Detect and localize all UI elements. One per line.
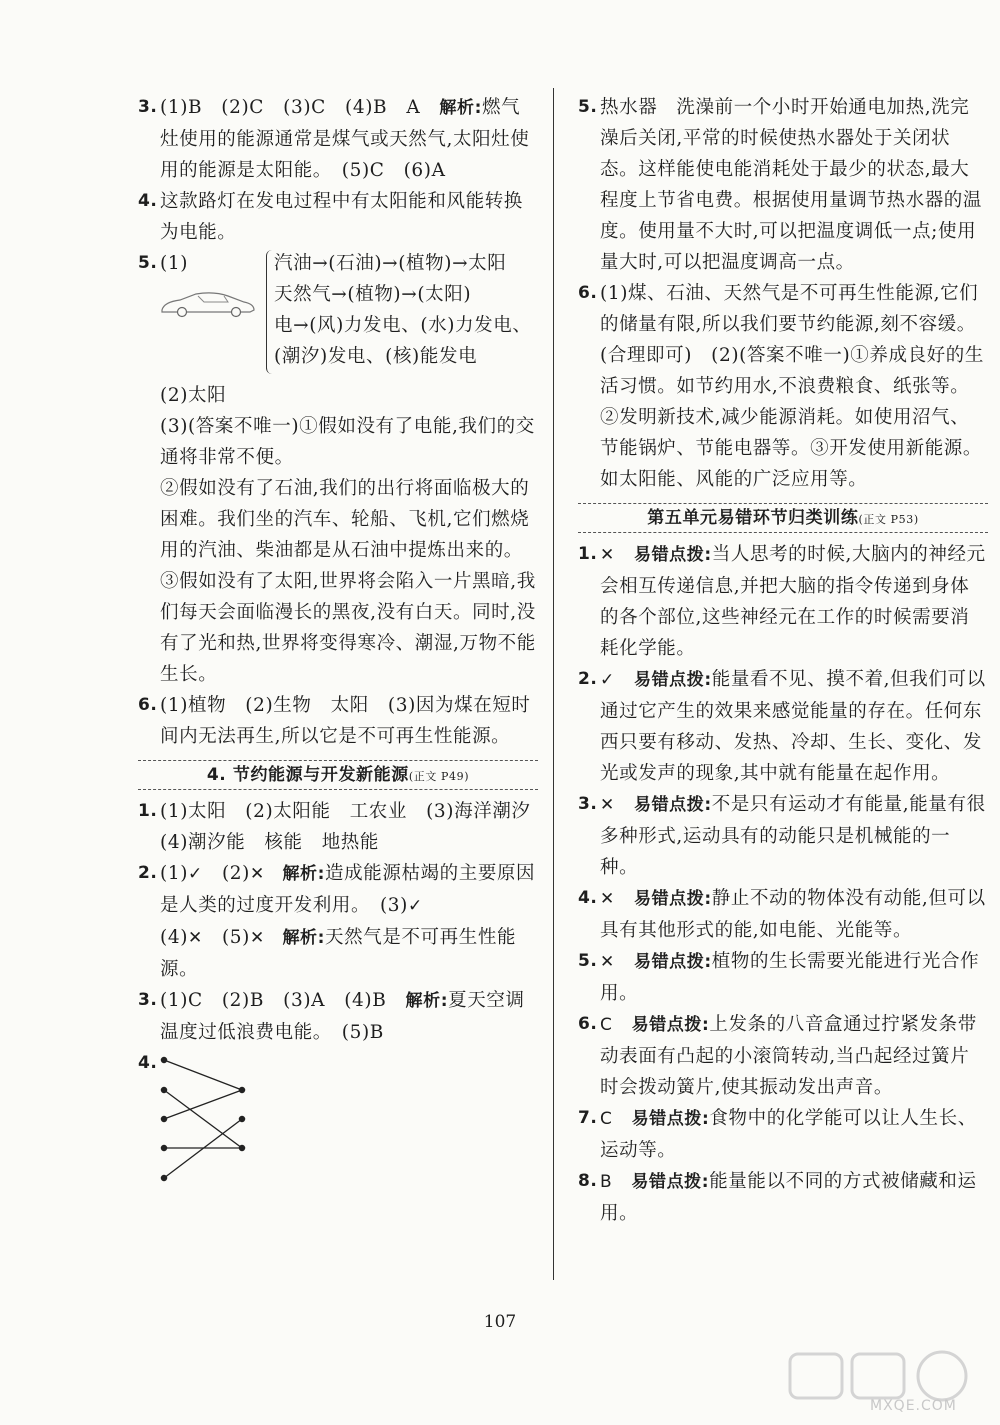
answer-mark: ✕ [600, 952, 615, 972]
error-item-8 [578, 1166, 988, 1229]
answer-text: (1)B (2)C (3)C (4)B A [160, 97, 440, 118]
section-answer-4 [138, 1048, 538, 1188]
error-item-3 [578, 789, 988, 883]
answer-mark: C [600, 1015, 613, 1035]
section-title: 4. 节约能源与开发新能源 [206, 765, 409, 785]
brace [266, 250, 273, 374]
answer-text: (1)植物 (2)生物 太阳 (3)因为煤在短时间内无法再生,所以它是不可再生性能源。 [160, 695, 531, 747]
answer-4 [138, 186, 538, 248]
answer-mark: ✕ [600, 795, 615, 815]
answer-text: 这款路灯在发电过程中有太阳能和风能转换为电能。 [160, 191, 523, 243]
tip-label: 易错点拨: [631, 1015, 710, 1035]
error-item-7 [578, 1103, 988, 1166]
cross-mark: ✕ [249, 928, 265, 948]
item-number: 2. [578, 669, 598, 689]
answer-part-3: (3)(答案不唯一)①假如没有了电能,我们的交通将非常不便。 [160, 416, 535, 468]
answer-part-3b: ②假如没有了石油,我们的出行将面临极大的困难。我们坐的汽车、轮船、飞机,它们燃烧用的汽油、柴油都是从石油中提炼出来的。 [160, 478, 530, 561]
tip-label: 易错点拨: [633, 889, 712, 909]
answer-6-right [578, 278, 988, 495]
item-number: 4. [138, 1053, 158, 1073]
error-item-2 [578, 664, 988, 789]
section-title: 第五单元易错环节归类训练 [647, 508, 859, 528]
analysis-text: 造成能源枯竭的主要原因是人类的过度开发利用。 (3) [160, 863, 536, 916]
answer-mark: ✕ [600, 545, 615, 565]
sub-label: (5) [202, 927, 250, 948]
chain-line: 汽油→(石油)→(植物)→太阳 [274, 253, 507, 274]
analysis-text: 天然气是不可再生性能源。 [160, 927, 517, 980]
error-item-6 [578, 1009, 988, 1103]
tip-text: 食物中的化学能可以让人生长、运动等。 [600, 1108, 977, 1161]
answer-mark: B [600, 1172, 613, 1192]
answer-text: (1)太阳 (2)太阳能 工农业 (3)海洋潮汐 (4)潮汐能 核能 地热能 [160, 801, 550, 853]
answer-text: (1)煤、石油、天然气是不可再生性能源,它们的储量有限,所以我们要节约能源,刻不容缓。(合理即可) (2)(答案不唯一)①养成良好的生活习惯。如节约用水,不浪费粮食、纸张等。②发明新技术,减少能源消耗。如使用沼气、节能锅炉、节能电器等。③开发使用新能源。如太阳能、风能的广泛应用等。 [600, 283, 984, 490]
analysis-text: 燃气灶使用的能源通常是煤气或天然气,太阳灶使用的能源是太阳能。 (5)C (6)A [160, 97, 530, 181]
sub-label: (4) [160, 927, 189, 948]
matching-lines-diagram [154, 1052, 264, 1186]
chain-line: 天然气→(植物)→(太阳) [274, 284, 472, 305]
watermark-text: MXQE.COM [870, 1398, 957, 1414]
answer-mark: ✕ [600, 889, 615, 909]
analysis-label: 解析: [264, 928, 326, 948]
item-number: 7. [578, 1108, 598, 1128]
error-item-1 [578, 539, 988, 664]
answer-5-rest [138, 380, 538, 690]
cross-mark: ✕ [188, 928, 203, 948]
item-number: 6. [578, 283, 598, 303]
column-divider [553, 88, 554, 1280]
chain-line: (潮汐)发电、(核)能发电 [274, 346, 478, 367]
tip-text: 能量能以不同的方式被储藏和运用。 [600, 1171, 977, 1224]
sub-label: (2) [202, 863, 250, 884]
section-heading [138, 760, 538, 790]
answer-5-right [578, 92, 988, 278]
car-illustration [158, 290, 258, 318]
item-number: 3. [578, 794, 598, 814]
chain-line: 电→(风)力发电、(水)力发电、 [274, 315, 532, 336]
item-number: 6. [138, 695, 158, 715]
section-ref: (正文 P49) [408, 770, 470, 783]
section-heading [578, 503, 988, 533]
answer-part-3c: ③假如没有了太阳,世界将会陷入一片黑暗,我们每天会面临漫长的黑夜,没有白天。同时,没有了光和热,世界将变得寒冷、潮湿,万物不能生长。 [160, 571, 536, 685]
tip-label: 易错点拨: [633, 670, 712, 690]
tip-label: 易错点拨: [631, 1109, 710, 1129]
item-number: 2. [138, 863, 158, 883]
tip-label: 易错点拨: [633, 545, 712, 565]
right-column [578, 92, 988, 1229]
tip-text: 当人思考的时候,大脑内的神经元会相互传递信息,并把大脑的指令传递到身体的各个部位,这些神经元在工作的时候需要消耗化学能。 [600, 544, 986, 659]
answer-mark: ✓ [600, 670, 615, 690]
tip-text: 不是只有运动才有能量,能量有很多种形式,运动具有的动能只是机械能的一种。 [600, 794, 986, 878]
tip-label: 易错点拨: [631, 1172, 710, 1192]
tip-label: 易错点拨: [633, 795, 712, 815]
error-item-5 [578, 946, 988, 1009]
section-answer-3 [138, 985, 538, 1048]
analysis-label: 解析: [405, 991, 449, 1011]
tip-text: 静止不动的物体没有动能,但可以具有其他形式的能,如电能、光能等。 [600, 888, 986, 941]
part-label: (1) [160, 253, 189, 274]
cross-mark: ✕ [249, 864, 265, 884]
item-number: 3. [138, 97, 158, 117]
item-number: 6. [578, 1014, 598, 1034]
sub-label: (1) [160, 863, 189, 884]
item-number: 3. [138, 990, 158, 1010]
answer-3 [138, 92, 538, 186]
left-column [138, 92, 550, 1188]
tip-text: 植物的生长需要光能进行光合作用。 [600, 951, 980, 1004]
section-ref: (正文 P53) [858, 513, 919, 526]
tip-text: 能量看不见、摸不着,但我们可以通过它产生的效果来感觉能量的存在。任何东西只要有移动、发热、冷却、生长、变化、发光或发声的现象,其中就有能量在起作用。 [600, 669, 986, 784]
analysis-label: 解析: [439, 98, 482, 118]
answer-text: 热水器 洗澡前一个小时开始通电加热,洗完澡后关闭,平常的时候使热水器处于关闭状态。这样能使电能消耗处于最少的状态,最大程度上节省电费。根据使用量调节热水器的温度。使用量不大时,可以把温度调低一点;使用量大时,可以把温度调高一点。 [600, 97, 983, 273]
answer-5-energy-chain [138, 248, 538, 380]
check-mark: ✓ [188, 864, 203, 884]
analysis-text: 夏天空调温度过低浪费电能。 (5)B [160, 990, 525, 1043]
answer-part-2: (2)太阳 [160, 385, 227, 406]
answer-text: (1)C (2)B (3)A (4)B [160, 990, 406, 1011]
item-number: 1. [138, 801, 158, 821]
tip-text: 上发条的八音盒通过拧紧发条带动表面有凸起的小滚筒转动,当凸起经过簧片时会拨动簧片,使其振动发出声音。 [600, 1014, 977, 1098]
item-number: 5. [578, 951, 598, 971]
chain-lines [274, 248, 544, 372]
item-number: 5. [578, 97, 598, 117]
check-mark: ✓ [407, 896, 423, 916]
item-number: 4. [138, 191, 158, 211]
tip-label: 易错点拨: [633, 952, 712, 972]
item-number: 1. [578, 544, 598, 564]
analysis-label: 解析: [264, 864, 326, 884]
answer-6 [138, 690, 538, 752]
item-number: 5. [138, 253, 158, 273]
answer-mark: C [600, 1109, 613, 1129]
section-answer-1 [138, 796, 550, 858]
error-item-4 [578, 883, 988, 946]
section-answer-2 [138, 858, 538, 985]
page-number: 107 [483, 1312, 517, 1332]
item-number: 4. [578, 888, 598, 908]
item-number: 8. [578, 1171, 598, 1191]
